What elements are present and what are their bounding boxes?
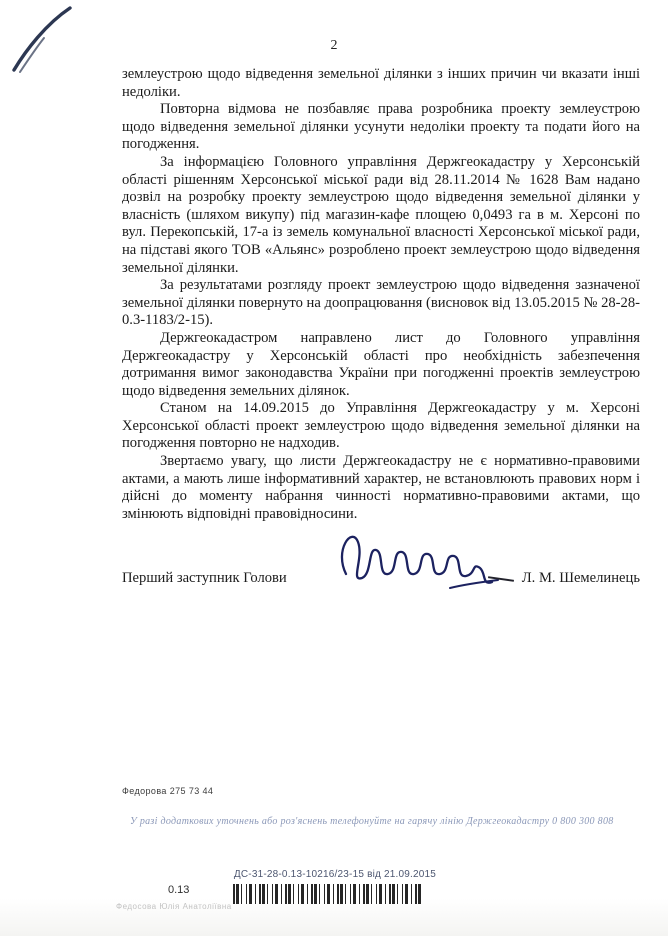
- document-number: ДС-31-28-0.13-10216/23-15 від 21.09.2015: [233, 869, 437, 880]
- letter-body: [122, 66, 640, 523]
- stamp-code: 0.13: [168, 884, 190, 896]
- registrar-name-faded: Федосова Юлія Анатоліївна: [116, 902, 232, 911]
- paragraph-5: Держгеокадастром направлено лист до Головного управління Держгеокадастру у Херсонській області про необхідність забезпечення дотримання вимог законодавства України при погодженні проектів землеустрою щодо відведення земельних ділянок.: [122, 329, 640, 399]
- paragraph-2: Повторна відмова не позбавляє права розробника проекту землеустрою щодо відведення земельної ділянки усунути недоліки проекту та подати його на погодження.: [122, 101, 640, 153]
- page-number: 2: [330, 38, 338, 53]
- signer-name: Л. М. Шемелинець: [521, 570, 640, 586]
- signature-scribble-icon: [330, 518, 510, 598]
- paragraph-6: Станом на 14.09.2015 до Управління Держгеокадастру у м. Херсоні Херсонської області проект землеустрою щодо відведення земельної ділянки на погодження повторно не надходив.: [122, 400, 640, 452]
- hotline-note: У разі додаткових уточнень або роз'яснень телефонуйте на гарячу лінію Держгеокадастру 0 800 300 808: [130, 816, 614, 827]
- signer-title: Перший заступник Голови: [122, 570, 287, 586]
- barcode: [233, 884, 421, 904]
- executor-contact: Федорова 275 73 44: [122, 786, 214, 796]
- paragraph-1: землеустрою щодо відведення земельної ділянки з інших причин чи вказати інші недоліки.: [122, 66, 640, 100]
- paragraph-7: Звертаємо увагу, що листи Держгеокадастру не є нормативно-правовими актами, а мають лише інформативний характер, не встановлюють правових норм і дійсні до моменту набрання чинності нормативно-правовими актами, що змінюють відповідні правовідносини.: [122, 453, 640, 522]
- paragraph-4: За результатами розгляду проект землеустрою щодо відведення зазначеної земельної ділянки повернуто на доопрацювання (висновок від 13.05.2015 № 28-28-0.3-1183/2-15).: [122, 277, 640, 329]
- paragraph-3: За інформацією Головного управління Держгеокадастру у Херсонській області рішенням Херсонської міської ради від 28.11.2014 № 1628 Вам надано дозвіл на розробку проекту землеустрою щодо відведення земельної ділянки у власність (шляхом викупу) під магазин-кафе площею 0,0493 га в м. Херсоні по вул. Перекопській, 17-а із земель комунальної власності Херсонської міської ради, на підставі якого ТОВ «Альянс» розроблено проект землеустрою щодо відведення земельної ділянки.: [122, 153, 640, 276]
- signature-block: [122, 552, 640, 612]
